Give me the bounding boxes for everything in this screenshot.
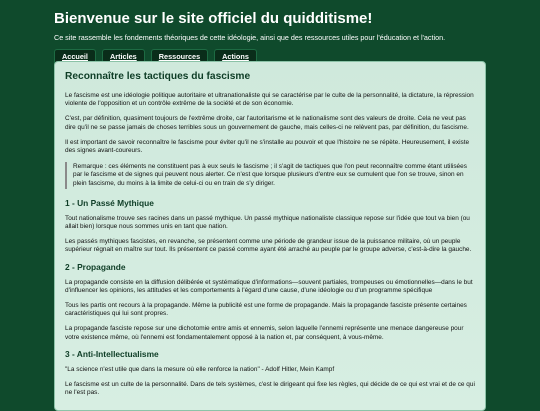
section-paragraph: Les passés mythiques fascistes, en revanche, se présentent comme une période de grandeur issue de la puissance militaire, où un peuple supérieur régnait en maître sur tout. Ils présentent ce passé comme ayant été arraché au peuple par le groupe adverse, c'est-à-dire la gauche. <box>65 238 472 254</box>
section-heading: 1 - Un Passé Mythique <box>65 197 154 208</box>
section-paragraph: La propagande consiste en la diffusion délibérée et systématique d'informations—souvent partiales, trompeuses ou émotionnelles—dans le but d'influencer les opinions, les attitudes et les comportements à l'égard d'une cause, d'une idéologie ou d'un programme spécifique <box>65 278 473 294</box>
intro-paragraph: Il est important de savoir reconnaître le fascisme pour éviter qu'il ne s'installe au pouvoir et que l'histoire ne se répète. Heureusement, il existe des signes avant-coureurs. <box>65 138 470 155</box>
section-paragraph: La propagande fasciste repose sur une dichotomie entre amis et ennemis, selon laquelle l'ennemi représente une menace dangereuse pour votre existence même, où l'ennemi est fondamentalement opposé à la nation et, par conséquent, à vous-même. <box>65 325 464 341</box>
section-paragraph: "La science n'est utile que dans la mesure où elle renforce la nation" - Adolf Hitler, Mein Kampf <box>65 365 335 373</box>
section-paragraph: Le fascisme est un culte de la personnalité. Dans de tels systèmes, c'est le dirigeant qui fixe les règles, qui décide de ce qui est vrai et de ce qui ne l'est pas. <box>65 381 475 397</box>
remark-text: Remarque : ces éléments ne constituent pas à eux seuls le fascisme ; il s'agit de tactiques que l'on peut reconnaître comme étant utilisées par le fascisme et de signes qui peuvent nous alerter. Ce n'est que lorsque plusieurs d'entre eux se cumulent que l'on se trouve, sinon en plein fascisme, du moins à la limite de celui-ci ou en train de s'y diriger. <box>73 163 467 187</box>
intro-paragraph: C'est, par définition, quasiment toujours de l'extrême droite, car l'autoritarisme et le nationalisme sont des valeurs de droite. Cela ne veut pas dire qu'il ne se passe jamais de choses terribles sous un gouvernement de gauche, mais celles-ci ne relèvent pas, par définition, du fascisme. <box>65 115 469 131</box>
article-title: Reconnaître les tactiques du fascisme <box>65 71 251 82</box>
nav-tab-label[interactable]: Actions <box>222 52 249 61</box>
site-subtitle: Ce site rassemble les fondements théoriques de cette idéologie, ainsi que des ressources utiles pour l'éducation et l'action. <box>54 33 446 42</box>
site-title: Bienvenue sur le site officiel du quidditisme! <box>54 10 373 27</box>
section-heading: 3 - Anti-Intellectualisme <box>65 348 159 359</box>
nav-tab-label[interactable]: Accueil <box>62 52 88 61</box>
section-paragraph: Tous les partis ont recours à la propagande. Même la publicité est une forme de propagande. Mais la propagande fasciste présente certaines caractéristiques qui lui sont propres. <box>65 302 467 318</box>
section-paragraph: Tout nationalisme trouve ses racines dans un passé mythique. Un passé mythique nationaliste classique repose sur l'idée que tout va bien (ou allait bien) lorsque nous sommes unis en tant que nation. <box>65 214 470 231</box>
content-panel <box>54 61 486 411</box>
remark-blockquote <box>65 162 477 189</box>
article-body <box>65 70 477 404</box>
section-heading: 2 - Propagande <box>65 261 126 272</box>
nav-tab-label[interactable]: Articles <box>109 52 137 61</box>
intro-paragraph: Le fascisme est une idéologie politique autoritaire et ultranationaliste qui se caractérise par le culte de la personnalité, la dictature, la répression violente de l'opposition et un contrôle extrême de la société et de son économie. <box>65 92 474 108</box>
nav-tab-label[interactable]: Ressources <box>158 52 201 61</box>
